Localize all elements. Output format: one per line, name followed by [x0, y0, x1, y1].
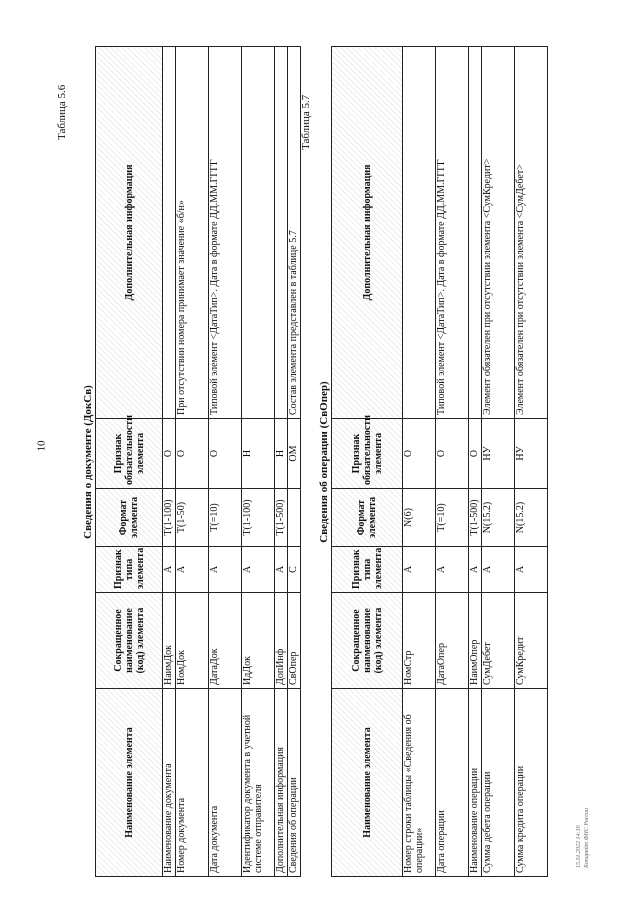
- footer-stamp-line-2: Копирайт ФНС России: [583, 807, 590, 868]
- cell-element-name: Сумма кредита операции: [515, 689, 548, 877]
- cell-required-flag: Н: [275, 419, 288, 489]
- cell-additional-info: Состав элемента представлен в таблице 5.7: [288, 47, 301, 419]
- table-5-6-label: Таблица 5.6: [56, 84, 68, 140]
- cell-element-name: Сведения об операции: [288, 689, 301, 877]
- cell-required-flag: О: [209, 419, 242, 489]
- header-short-code: Сокращенное наименование (код) элемента: [332, 593, 403, 689]
- footer-stamp: [576, 808, 591, 868]
- cell-short-code: НаимДок: [163, 593, 176, 689]
- table-row: [403, 47, 436, 877]
- cell-format: N(15.2): [515, 489, 548, 547]
- cell-format: N(6): [403, 489, 436, 547]
- table-5-7-title: Сведения об операции (СвОпер): [318, 381, 330, 543]
- header-additional-info: Дополнительная информация: [96, 47, 163, 419]
- cell-additional-info: [163, 47, 176, 419]
- cell-format: Т(1-100): [242, 489, 275, 547]
- table-row: [275, 47, 288, 877]
- cell-short-code: ДатаДок: [209, 593, 242, 689]
- header-type-flag: Признак типа элемента: [96, 547, 163, 593]
- cell-additional-info: Элемент обязателен при отсутствии элемента <СумКредит>: [482, 47, 515, 419]
- table-row: [209, 47, 242, 877]
- table-5-6: [95, 46, 301, 877]
- header-additional-info: Дополнительная информация: [332, 47, 403, 419]
- header-format: Формат элемента: [332, 489, 403, 547]
- cell-required-flag: Н: [242, 419, 275, 489]
- cell-format: Т(=10): [436, 489, 469, 547]
- cell-additional-info: Элемент обязателен при отсутствии элемента <СумДебет>: [515, 47, 548, 419]
- table-5-6-title: Сведения о документе (ДокСв): [82, 385, 94, 539]
- cell-short-code: СумДебет: [482, 593, 515, 689]
- table-5-7: [331, 46, 548, 877]
- table-row: [469, 47, 482, 877]
- table-row: [436, 47, 469, 877]
- page-number: 10: [35, 440, 48, 452]
- table-5-7-block: [318, 47, 548, 877]
- cell-required-flag: ОМ: [288, 419, 301, 489]
- table-5-7-header-row: [332, 47, 403, 877]
- cell-required-flag: НУ: [515, 419, 548, 489]
- header-element-name: Наименование элемента: [96, 689, 163, 877]
- cell-type-flag: А: [242, 547, 275, 593]
- cell-short-code: НомСтр: [403, 593, 436, 689]
- cell-type-flag: С: [288, 547, 301, 593]
- cell-type-flag: А: [176, 547, 209, 593]
- cell-short-code: НаимОпер: [469, 593, 482, 689]
- cell-additional-info: Типовой элемент <ДатаТип>. Дата в формате ДД.ММ.ГГГГ: [436, 47, 469, 419]
- table-row: [242, 47, 275, 877]
- cell-required-flag: НУ: [482, 419, 515, 489]
- header-element-name: Наименование элемента: [332, 689, 403, 877]
- cell-required-flag: О: [163, 419, 176, 489]
- cell-type-flag: А: [163, 547, 176, 593]
- table-5-7-label: Таблица 5.7: [300, 94, 312, 150]
- cell-format: Т(1-500): [469, 489, 482, 547]
- cell-type-flag: А: [403, 547, 436, 593]
- cell-short-code: ИдДок: [242, 593, 275, 689]
- cell-element-name: Сумма дебета операции: [482, 689, 515, 877]
- cell-format: N(15.2): [482, 489, 515, 547]
- cell-type-flag: А: [209, 547, 242, 593]
- cell-additional-info: Типовой элемент <ДатаТип>. Дата в формате ДД.ММ.ГГГГ: [209, 47, 242, 419]
- cell-element-name: Дополнительная информация: [275, 689, 288, 877]
- cell-type-flag: А: [515, 547, 548, 593]
- cell-format: [288, 489, 301, 547]
- cell-short-code: НомДок: [176, 593, 209, 689]
- cell-element-name: Номер строки таблицы «Сведения об операции»: [403, 689, 436, 877]
- header-type-flag: Признак типа элемента: [332, 547, 403, 593]
- cell-short-code: СумКредит: [515, 593, 548, 689]
- table-row: [288, 47, 301, 877]
- cell-element-name: Идентификатор документа в учетной системе отправителя: [242, 689, 275, 877]
- cell-type-flag: А: [436, 547, 469, 593]
- cell-required-flag: О: [469, 419, 482, 489]
- cell-format: Т(1-50): [176, 489, 209, 547]
- cell-required-flag: О: [403, 419, 436, 489]
- cell-type-flag: А: [469, 547, 482, 593]
- cell-format: Т(1-500): [275, 489, 288, 547]
- header-required-flag: Признак обязательности элемента: [96, 419, 163, 489]
- cell-short-code: ДатаОпер: [436, 593, 469, 689]
- cell-additional-info: [469, 47, 482, 419]
- cell-element-name: Наименование операции: [469, 689, 482, 877]
- table-row: [163, 47, 176, 877]
- header-format: Формат элемента: [96, 489, 163, 547]
- cell-format: Т(1-100): [163, 489, 176, 547]
- cell-element-name: Дата операции: [436, 689, 469, 877]
- cell-additional-info: При отсутствии номера принимает значение «б/н»: [176, 47, 209, 419]
- cell-short-code: ДопИнф: [275, 593, 288, 689]
- cell-required-flag: О: [176, 419, 209, 489]
- cell-format: Т(=10): [209, 489, 242, 547]
- cell-additional-info: [242, 47, 275, 419]
- cell-element-name: Номер документа: [176, 689, 209, 877]
- cell-additional-info: [275, 47, 288, 419]
- cell-element-name: Наименование документа: [163, 689, 176, 877]
- table-row: [515, 47, 548, 877]
- table-row: [176, 47, 209, 877]
- cell-type-flag: А: [275, 547, 288, 593]
- cell-element-name: Дата документа: [209, 689, 242, 877]
- table-row: [482, 47, 515, 877]
- header-short-code: Сокращенное наименование (код) элемента: [96, 593, 163, 689]
- cell-required-flag: О: [436, 419, 469, 489]
- header-required-flag: Признак обязательности элемента: [332, 419, 403, 489]
- cell-additional-info: [403, 47, 436, 419]
- cell-type-flag: А: [482, 547, 515, 593]
- table-5-6-block: [82, 47, 301, 877]
- footer-stamp-line-1: 15.01.2022 14:30: [576, 825, 582, 868]
- cell-short-code: СвОпер: [288, 593, 301, 689]
- table-5-6-header-row: [96, 47, 163, 877]
